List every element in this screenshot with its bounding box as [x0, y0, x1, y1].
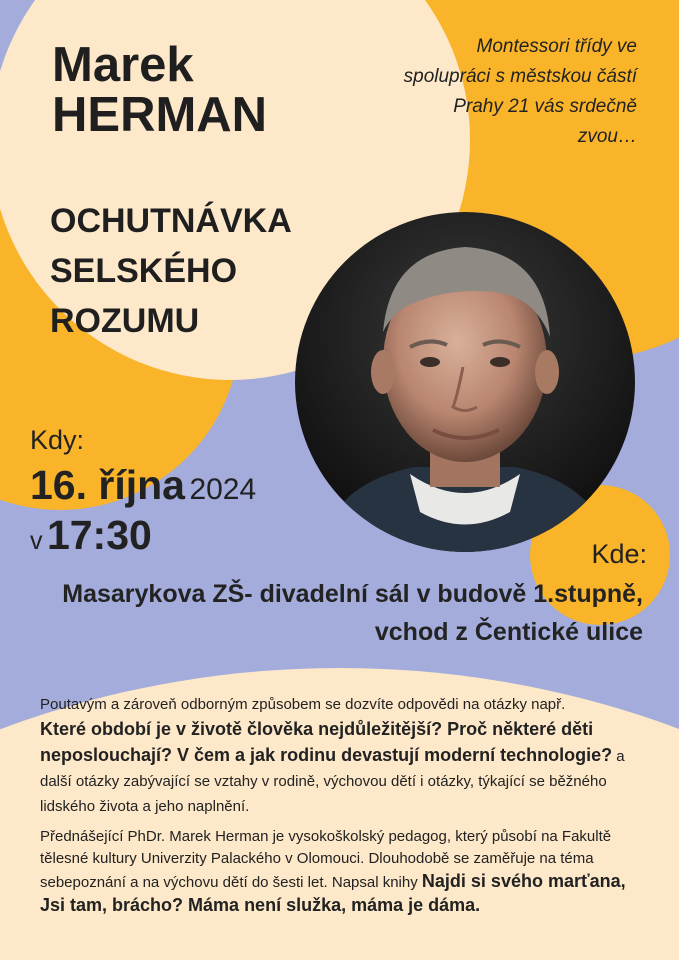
event-time-prefix: v	[30, 527, 43, 555]
event-title-line-3: ROZUMU	[50, 302, 200, 340]
event-title-line-1: OCHUTNÁVKA	[50, 202, 292, 240]
event-year: 2024	[189, 473, 257, 506]
invitation-text: Montessori třídy ve spolupráci s městskou částí Prahy 21 vás srdečně zvou…	[403, 36, 637, 147]
where-label: Kde:	[591, 539, 647, 569]
speaker-last-name: HERMAN	[52, 88, 268, 142]
description-intro: Poutavým a zároveň odborným způsobem se dozvíte odpovědi na otázky např.	[40, 696, 566, 713]
when-label: Kdy:	[30, 425, 85, 455]
event-day: 16. října	[30, 462, 185, 508]
event-time-value: 17:30	[46, 512, 152, 558]
description-paragraph	[40, 692, 640, 819]
event-time	[30, 510, 152, 570]
speaker-portrait	[295, 212, 635, 552]
description-tail: a další otázky zabývající se vztahy v rodině, výchovou dětí i otázky, týkající se běžného lidského života a jeho naplnění.	[40, 748, 625, 815]
lecturer-text: Přednášející PhDr. Marek Herman je vysokoškolský pedagog, který působí na Fakultě tělesné kultury Univerzity Palackého v Olomouci. Dlouhodobě se zaměřuje na téma sebepoznání a na výchovu dětí do šesti let. Napsal knihy	[40, 828, 612, 891]
lecturer-paragraph	[40, 826, 640, 918]
event-place: Masarykova ZŠ- divadelní sál v budově 1.stupně, vchod z Čentické ulice	[62, 580, 643, 646]
event-title	[50, 196, 292, 346]
lecturer-books: Najdi si svého marťana, Jsi tam, brácho? Máma není služka, máma je dáma.	[40, 871, 626, 915]
event-title-line-2: SELSKÉHO	[50, 252, 238, 290]
description-questions: Které období je v životě člověka nejdůležitější? Proč některé děti neposlouchají? V čem a jak rodinu devastují moderní technologie?	[40, 719, 613, 765]
speaker-name	[52, 40, 267, 140]
speaker-first-name: Marek	[52, 38, 194, 92]
